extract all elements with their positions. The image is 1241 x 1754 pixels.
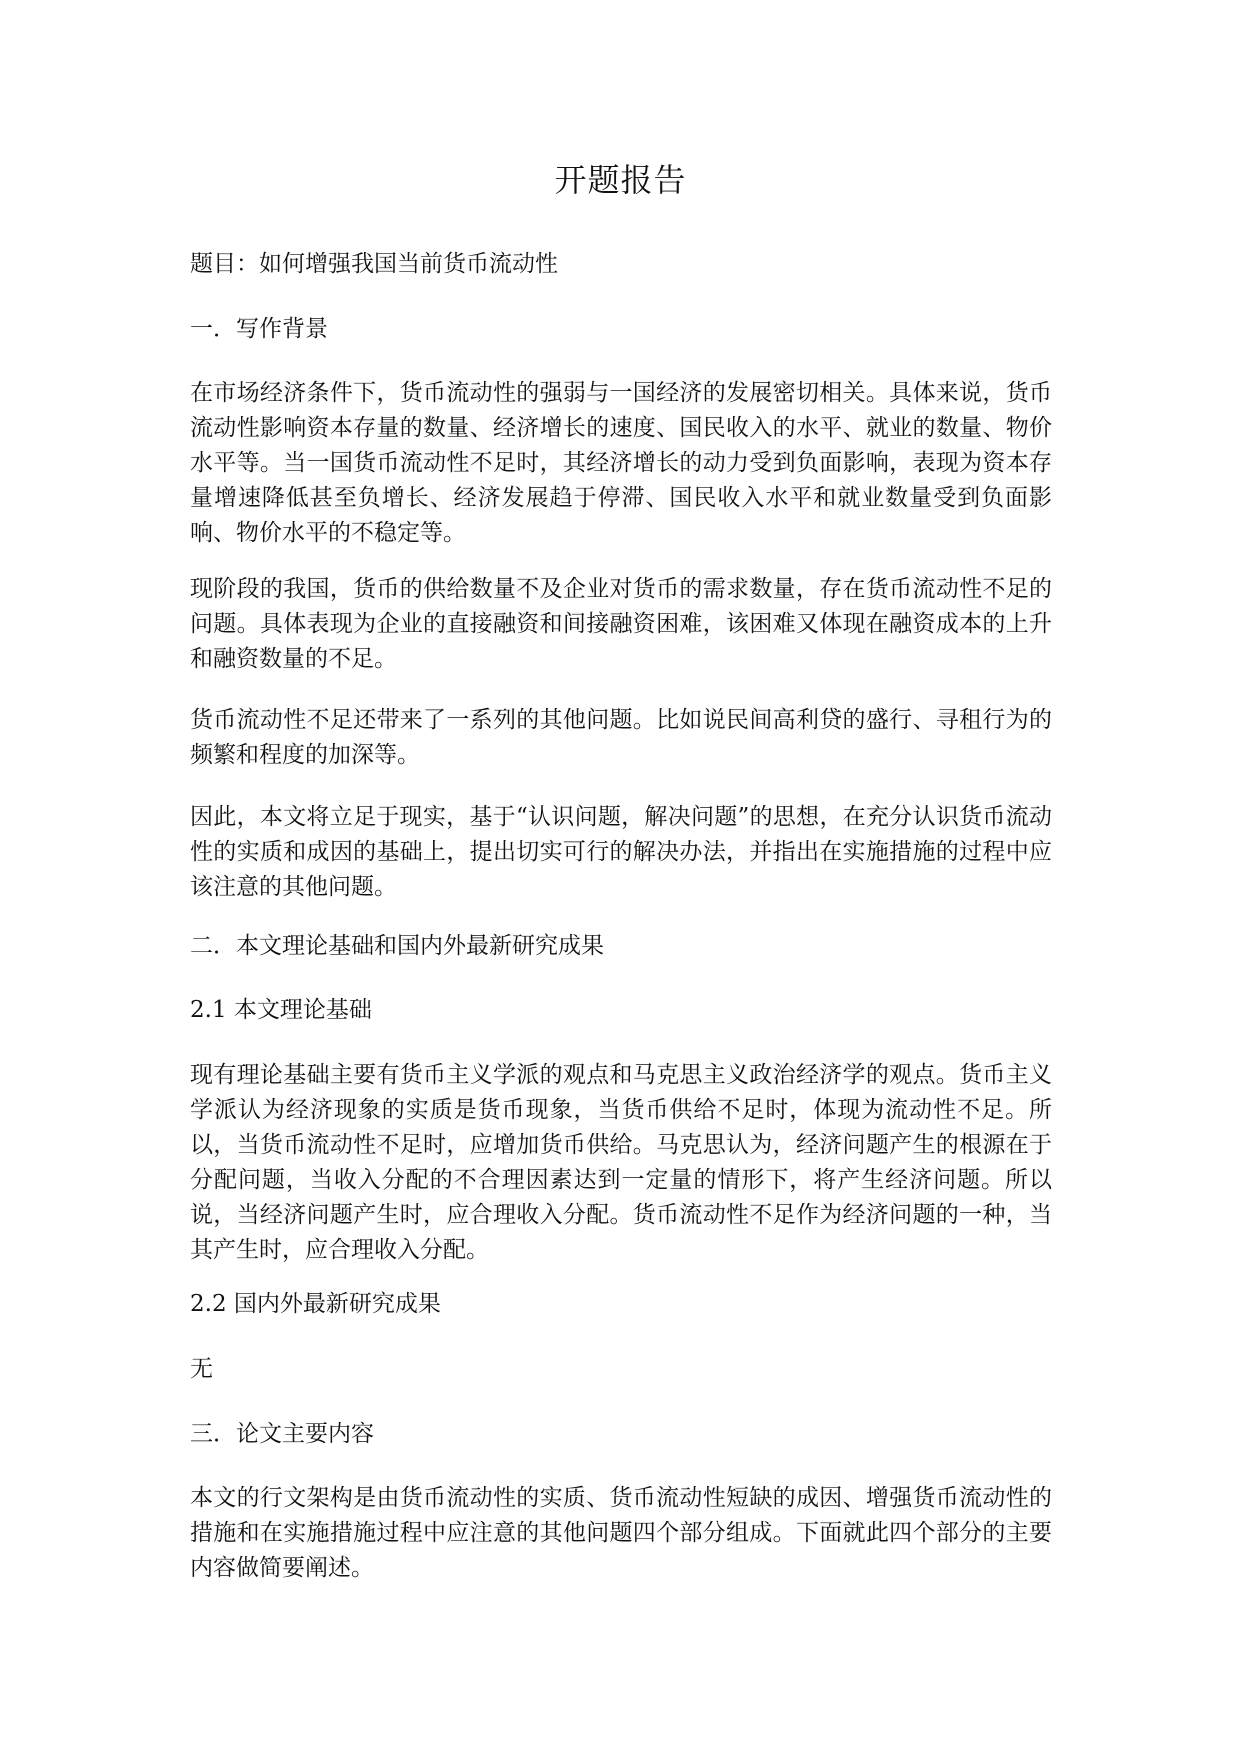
section-1-heading: 一．写作背景: [190, 316, 328, 342]
section-2-1-heading: 2.1 本文理论基础: [190, 997, 372, 1023]
section-1-paragraph-2: 现阶段的我国，货币的供给数量不及企业对货币的需求数量，存在货币流动性不足的问题。具体表现为企业的直接融资和间接融资困难，该困难又体现在融资成本的上升和融资数量的不足。: [190, 576, 1052, 672]
topic-line: 题目：如何增强我国当前货币流动性: [190, 251, 558, 277]
section-1-paragraph-4: 因此，本文将立足于现实，基于“认识问题，解决问题”的思想，在充分认识货币流动性的实质和成因的基础上，提出切实可行的解决办法，并指出在实施措施的过程中应该注意的其他问题。: [190, 804, 1052, 900]
section-3-paragraph: 本文的行文架构是由货币流动性的实质、货币流动性短缺的成因、增强货币流动性的措施和在实施措施过程中应注意的其他问题四个部分组成。下面就此四个部分的主要内容做简要阐述。: [190, 1485, 1052, 1581]
section-2-1-paragraph: 现有理论基础主要有货币主义学派的观点和马克思主义政治经济学的观点。货币主义学派认为经济现象的实质是货币现象，当货币供给不足时，体现为流动性不足。所以，当货币流动性不足时，应增加货币供给。马克思认为，经济问题产生的根源在于分配问题，当收入分配的不合理因素达到一定量的情形下，将产生经济问题。所以说，当经济问题产生时，应合理收入分配。货币流动性不足作为经济问题的一种，当其产生时，应合理收入分配。: [190, 1062, 1052, 1263]
page-title: 开题报告: [554, 161, 687, 199]
section-1-paragraph-3: 货币流动性不足还带来了一系列的其他问题。比如说民间高利贷的盛行、寻租行为的频繁和程度的加深等。: [190, 707, 1052, 768]
section-2-2-heading: 2.2 国内外最新研究成果: [190, 1291, 441, 1317]
section-2-2-paragraph: 无: [190, 1356, 213, 1382]
section-1-paragraph-1: 在市场经济条件下，货币流动性的强弱与一国经济的发展密切相关。具体来说，货币流动性影响资本存量的数量、经济增长的速度、国民收入的水平、就业的数量、物价水平等。当一国货币流动性不足时，其经济增长的动力受到负面影响，表现为资本存量增速降低甚至负增长、经济发展趋于停滞、国民收入水平和就业数量受到负面影响、物价水平的不稳定等。: [190, 380, 1052, 546]
section-3-heading: 三．论文主要内容: [190, 1421, 374, 1447]
section-2-heading: 二．本文理论基础和国内外最新研究成果: [190, 933, 604, 959]
